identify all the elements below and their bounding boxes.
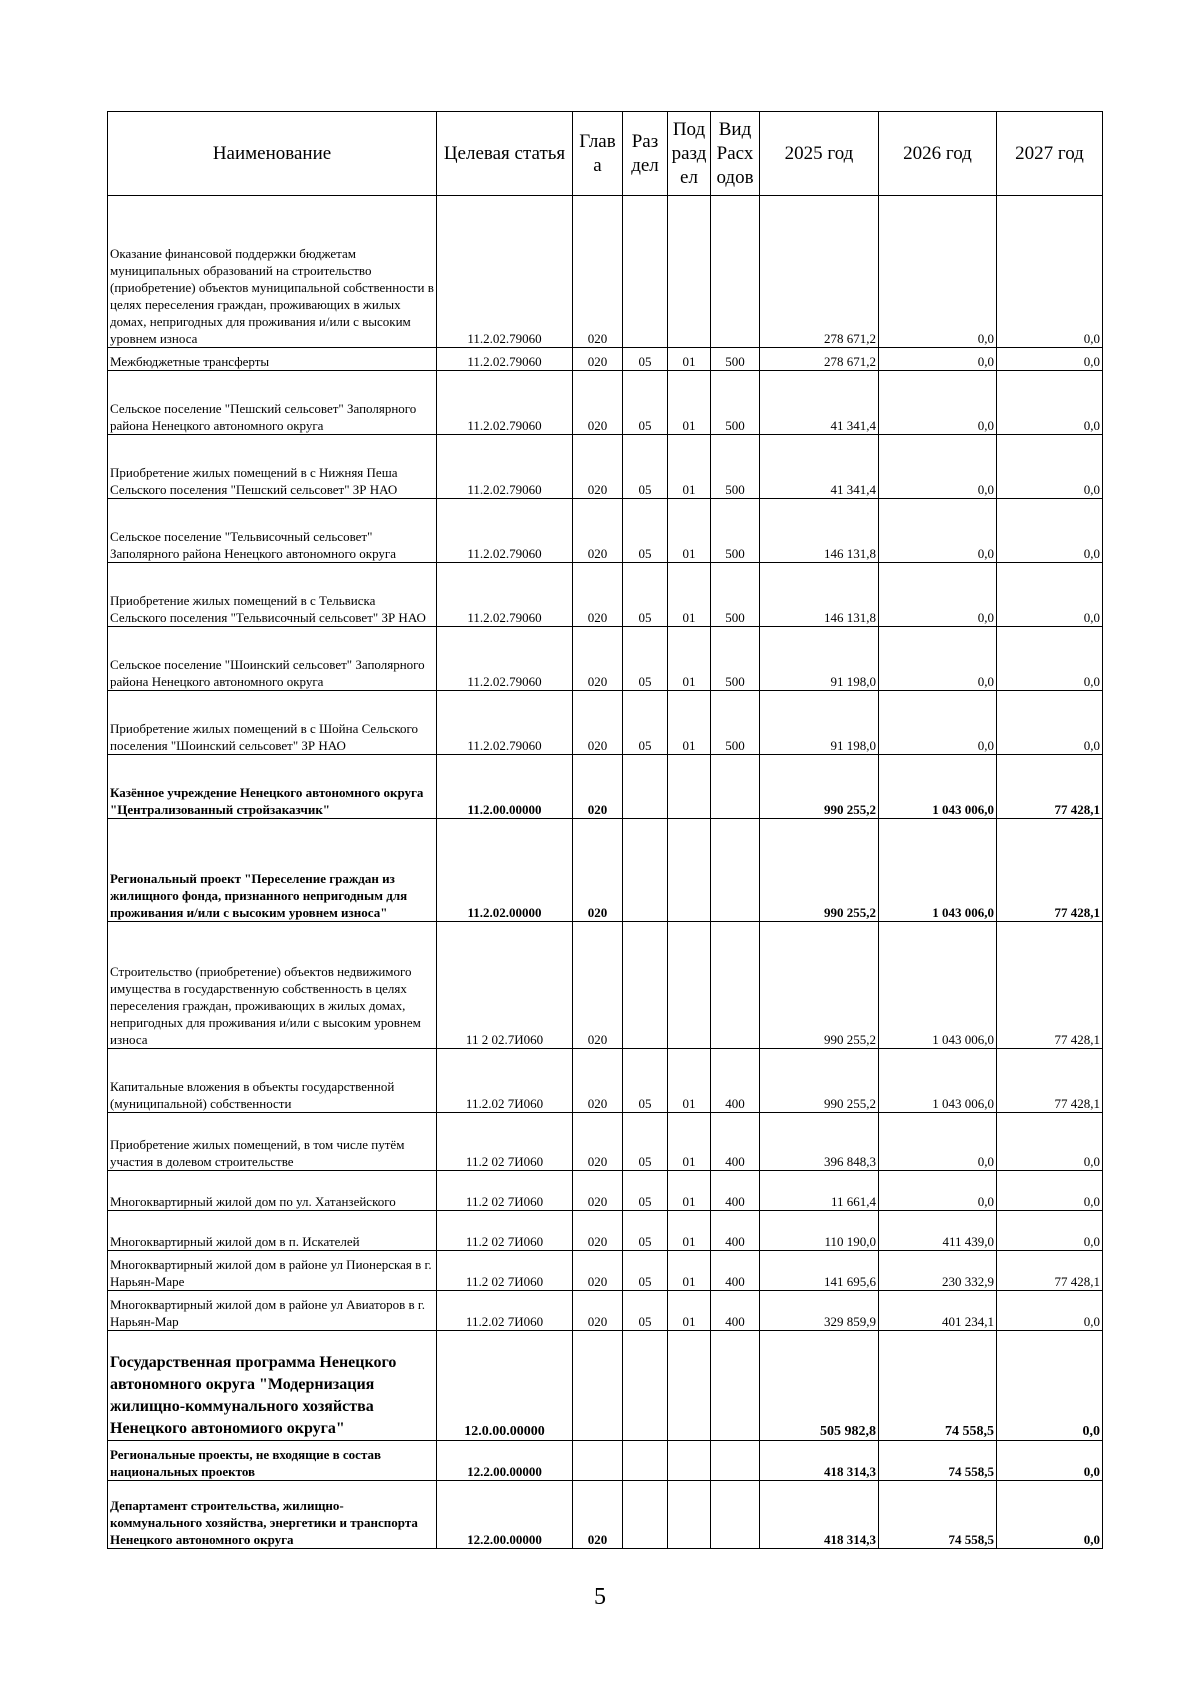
table-row (108, 1171, 1103, 1211)
cell-expense-type (711, 1331, 760, 1441)
cell-chapter: 020 (573, 1171, 623, 1211)
cell-name: Приобретение жилых помещений в с Нижняя Пеша Сельского поселения "Пешский сельсовет" ЗР НАО (108, 435, 437, 499)
header-section: Раз дел (623, 112, 668, 196)
cell-2025: 41 341,4 (760, 435, 879, 499)
cell-subsection (668, 196, 711, 348)
cell-subsection: 01 (668, 435, 711, 499)
cell-name: Региональные проекты, не входящие в состав национальных проектов (108, 1441, 437, 1481)
cell-article: 11.2.02.79060 (437, 348, 573, 371)
cell-section: 05 (623, 435, 668, 499)
table-row (108, 1211, 1103, 1251)
cell-name: Межбюджетные трансферты (108, 348, 437, 371)
cell-2026: 74 558,5 (879, 1441, 997, 1481)
cell-expense-type (711, 922, 760, 1049)
cell-2026: 0,0 (879, 691, 997, 755)
cell-article: 11 2 02.7И060 (437, 922, 573, 1049)
cell-article: 11.2 02 7И060 (437, 1171, 573, 1211)
cell-name: Строительство (приобретение) объектов недвижимого имущества в государственную собственность в целях переселения граждан, проживающих в жилых домах, непригодных для проживания и/или с высоким уровнем износа (108, 922, 437, 1049)
cell-2027: 0,0 (997, 1171, 1103, 1211)
table-row (108, 819, 1103, 922)
cell-name: Многоквартирный жилой дом в п. Искателей (108, 1211, 437, 1251)
cell-name: Приобретение жилых помещений в с Шойна Сельского поселения "Шоинский сельсовет" ЗР НАО (108, 691, 437, 755)
cell-2025: 505 982,8 (760, 1331, 879, 1441)
table-body (108, 196, 1103, 1549)
cell-expense-type: 400 (711, 1211, 760, 1251)
cell-article: 11.2.02.79060 (437, 499, 573, 563)
cell-article: 11.2.02 7И060 (437, 1291, 573, 1331)
cell-2025: 418 314,3 (760, 1481, 879, 1549)
cell-2027: 0,0 (997, 1211, 1103, 1251)
cell-expense-type (711, 755, 760, 819)
cell-expense-type: 500 (711, 627, 760, 691)
cell-2027: 77 428,1 (997, 1049, 1103, 1113)
cell-article: 11.2.02.79060 (437, 371, 573, 435)
table-row (108, 563, 1103, 627)
cell-subsection (668, 755, 711, 819)
cell-expense-type: 500 (711, 499, 760, 563)
cell-expense-type: 400 (711, 1049, 760, 1113)
cell-2026: 1 043 006,0 (879, 922, 997, 1049)
cell-article: 11.2.02.79060 (437, 196, 573, 348)
cell-expense-type: 500 (711, 371, 760, 435)
table-row (108, 627, 1103, 691)
cell-chapter: 020 (573, 1291, 623, 1331)
cell-chapter: 020 (573, 819, 623, 922)
header-chapter: Глав а (573, 112, 623, 196)
cell-name: Многоквартирный жилой дом по ул. Хатанзейского (108, 1171, 437, 1211)
table-row (108, 1049, 1103, 1113)
cell-2025: 141 695,6 (760, 1251, 879, 1291)
header-name: Наименование (108, 112, 437, 196)
cell-2027: 0,0 (997, 1331, 1103, 1441)
table-row (108, 1251, 1103, 1291)
cell-article: 11.2.02.00000 (437, 819, 573, 922)
cell-2025: 990 255,2 (760, 755, 879, 819)
cell-2026: 74 558,5 (879, 1331, 997, 1441)
cell-2025: 329 859,9 (760, 1291, 879, 1331)
cell-chapter: 020 (573, 563, 623, 627)
cell-2026: 0,0 (879, 348, 997, 371)
cell-2027: 77 428,1 (997, 755, 1103, 819)
cell-subsection: 01 (668, 563, 711, 627)
cell-article: 11.2.02.79060 (437, 691, 573, 755)
cell-expense-type: 500 (711, 435, 760, 499)
cell-2026: 411 439,0 (879, 1211, 997, 1251)
page-number: 5 (594, 1584, 606, 1610)
table-row (108, 435, 1103, 499)
cell-name: Многоквартирный жилой дом в районе ул Авиаторов в г. Нарьян-Мар (108, 1291, 437, 1331)
cell-section: 05 (623, 1049, 668, 1113)
cell-subsection: 01 (668, 1113, 711, 1171)
cell-section: 05 (623, 1291, 668, 1331)
cell-chapter: 020 (573, 499, 623, 563)
cell-section: 05 (623, 1113, 668, 1171)
cell-2027: 0,0 (997, 499, 1103, 563)
cell-2027: 0,0 (997, 1113, 1103, 1171)
cell-section: 05 (623, 371, 668, 435)
cell-section: 05 (623, 627, 668, 691)
cell-expense-type (711, 1481, 760, 1549)
cell-2027: 0,0 (997, 563, 1103, 627)
cell-2026: 1 043 006,0 (879, 1049, 997, 1113)
cell-2025: 110 190,0 (760, 1211, 879, 1251)
cell-2027: 0,0 (997, 1441, 1103, 1481)
cell-chapter: 020 (573, 691, 623, 755)
header-expense-type: Вид Расх одов (711, 112, 760, 196)
budget-table (107, 111, 1103, 1549)
cell-2027: 0,0 (997, 371, 1103, 435)
cell-2026: 230 332,9 (879, 1251, 997, 1291)
cell-2025: 990 255,2 (760, 922, 879, 1049)
cell-2027: 0,0 (997, 435, 1103, 499)
cell-expense-type: 400 (711, 1171, 760, 1211)
cell-article: 12.2.00.00000 (437, 1441, 573, 1481)
cell-2027: 0,0 (997, 348, 1103, 371)
header-2025: 2025 год (760, 112, 879, 196)
cell-2025: 990 255,2 (760, 819, 879, 922)
cell-expense-type: 400 (711, 1291, 760, 1331)
cell-2026: 0,0 (879, 499, 997, 563)
cell-2026: 1 043 006,0 (879, 755, 997, 819)
cell-subsection (668, 1331, 711, 1441)
cell-section: 05 (623, 499, 668, 563)
table-row (108, 1291, 1103, 1331)
header-2026: 2026 год (879, 112, 997, 196)
cell-2027: 0,0 (997, 691, 1103, 755)
cell-article: 11.2 02 7И060 (437, 1251, 573, 1291)
cell-2025: 278 671,2 (760, 196, 879, 348)
cell-article: 11.2.02.79060 (437, 563, 573, 627)
cell-2026: 0,0 (879, 563, 997, 627)
cell-name: Сельское поселение "Пешский сельсовет" Заполярного района Ненецкого автономного округа (108, 371, 437, 435)
cell-2026: 0,0 (879, 435, 997, 499)
cell-expense-type (711, 819, 760, 922)
header-subsection: Под разд ел (668, 112, 711, 196)
cell-section: 05 (623, 348, 668, 371)
cell-chapter: 020 (573, 627, 623, 691)
header-article: Целевая статья (437, 112, 573, 196)
cell-expense-type: 400 (711, 1251, 760, 1291)
cell-subsection: 01 (668, 371, 711, 435)
cell-subsection: 01 (668, 1291, 711, 1331)
cell-name: Оказание финансовой поддержки бюджетам муниципальных образований на строительство (приобретение) объектов муниципальной собственности в целях переселения граждан, проживающих в жилых домах, непригодных для проживания и/или с высоким уровнем износа (108, 196, 437, 348)
header-2027: 2027 год (997, 112, 1103, 196)
cell-2025: 91 198,0 (760, 691, 879, 755)
cell-article: 11.2.00.00000 (437, 755, 573, 819)
cell-2026: 1 043 006,0 (879, 819, 997, 922)
cell-chapter: 020 (573, 755, 623, 819)
cell-subsection: 01 (668, 1251, 711, 1291)
cell-name: Сельское поселение "Тельвисочный сельсовет" Заполярного района Ненецкого автономного округа (108, 499, 437, 563)
cell-subsection: 01 (668, 499, 711, 563)
cell-name: Сельское поселение "Шоинский сельсовет" Заполярного района Ненецкого автономного округа (108, 627, 437, 691)
cell-2027: 77 428,1 (997, 922, 1103, 1049)
cell-section (623, 755, 668, 819)
cell-2027: 0,0 (997, 196, 1103, 348)
cell-article: 11.2.02.79060 (437, 627, 573, 691)
header-row (108, 112, 1103, 196)
cell-subsection: 01 (668, 1049, 711, 1113)
cell-subsection: 01 (668, 691, 711, 755)
cell-2027: 0,0 (997, 1291, 1103, 1331)
cell-subsection (668, 1481, 711, 1549)
cell-name: Приобретение жилых помещений, в том числе путём участия в долевом строительстве (108, 1113, 437, 1171)
cell-2025: 278 671,2 (760, 348, 879, 371)
cell-2026: 0,0 (879, 1171, 997, 1211)
cell-2027: 77 428,1 (997, 1251, 1103, 1291)
cell-expense-type: 400 (711, 1113, 760, 1171)
cell-chapter: 020 (573, 922, 623, 1049)
cell-2025: 91 198,0 (760, 627, 879, 691)
cell-name: Капитальные вложения в объекты государственной (муниципальной) собственности (108, 1049, 437, 1113)
table-row (108, 691, 1103, 755)
table-row (108, 1113, 1103, 1171)
cell-name: Департамент строительства, жилищно-коммунального хозяйства, энергетики и транспорта Ненецкого автономного округа (108, 1481, 437, 1549)
cell-section (623, 922, 668, 1049)
cell-section (623, 1441, 668, 1481)
table-row (108, 499, 1103, 563)
cell-2025: 41 341,4 (760, 371, 879, 435)
cell-section: 05 (623, 1251, 668, 1291)
cell-section: 05 (623, 1211, 668, 1251)
cell-chapter: 020 (573, 1481, 623, 1549)
cell-2026: 0,0 (879, 196, 997, 348)
table-row (108, 196, 1103, 348)
table-row (108, 922, 1103, 1049)
cell-chapter: 020 (573, 1251, 623, 1291)
cell-chapter (573, 1441, 623, 1481)
cell-2026: 74 558,5 (879, 1481, 997, 1549)
cell-section (623, 819, 668, 922)
cell-article: 11.2 02 7И060 (437, 1113, 573, 1171)
cell-2026: 0,0 (879, 1113, 997, 1171)
cell-expense-type: 500 (711, 348, 760, 371)
cell-article: 12.0.00.00000 (437, 1331, 573, 1441)
cell-subsection (668, 1441, 711, 1481)
cell-name: Региональный проект "Переселение граждан из жилищного фонда, признанного непригодным для проживания и/или с высоким уровнем износа" (108, 819, 437, 922)
cell-chapter: 020 (573, 196, 623, 348)
table-row (108, 1441, 1103, 1481)
cell-section: 05 (623, 1171, 668, 1211)
cell-chapter: 020 (573, 348, 623, 371)
cell-article: 12.2.00.00000 (437, 1481, 573, 1549)
table-row (108, 371, 1103, 435)
cell-section (623, 1481, 668, 1549)
cell-section (623, 196, 668, 348)
cell-article: 11.2.02 7И060 (437, 1049, 573, 1113)
cell-chapter: 020 (573, 1113, 623, 1171)
cell-expense-type: 500 (711, 563, 760, 627)
table-row (108, 1481, 1103, 1549)
cell-chapter: 020 (573, 371, 623, 435)
cell-chapter: 020 (573, 1049, 623, 1113)
table-row (108, 755, 1103, 819)
cell-section: 05 (623, 691, 668, 755)
cell-expense-type (711, 1441, 760, 1481)
cell-2026: 401 234,1 (879, 1291, 997, 1331)
cell-subsection: 01 (668, 1211, 711, 1251)
cell-2025: 990 255,2 (760, 1049, 879, 1113)
cell-article: 11.2 02 7И060 (437, 1211, 573, 1251)
cell-chapter: 020 (573, 1211, 623, 1251)
cell-expense-type (711, 196, 760, 348)
cell-subsection: 01 (668, 627, 711, 691)
cell-subsection (668, 819, 711, 922)
cell-name: Многоквартирный жилой дом в районе ул Пионерская в г. Нарьян-Маре (108, 1251, 437, 1291)
cell-2026: 0,0 (879, 371, 997, 435)
cell-chapter: 020 (573, 435, 623, 499)
cell-subsection: 01 (668, 348, 711, 371)
cell-section: 05 (623, 563, 668, 627)
cell-name: Казённое учреждение Ненецкого автономного округа "Централизованный стройзаказчик" (108, 755, 437, 819)
cell-article: 11.2.02.79060 (437, 435, 573, 499)
cell-chapter (573, 1331, 623, 1441)
table-row (108, 348, 1103, 371)
cell-2027: 0,0 (997, 627, 1103, 691)
cell-2025: 396 848,3 (760, 1113, 879, 1171)
cell-expense-type: 500 (711, 691, 760, 755)
cell-2025: 11 661,4 (760, 1171, 879, 1211)
cell-2026: 0,0 (879, 627, 997, 691)
cell-name: Государственная программа Ненецкого автономного округа "Модернизация жилищно-коммунального хозяйства Ненецкого автономиого округа" (108, 1331, 437, 1441)
table-row (108, 1331, 1103, 1441)
cell-2027: 0,0 (997, 1481, 1103, 1549)
cell-2025: 146 131,8 (760, 563, 879, 627)
cell-2025: 146 131,8 (760, 499, 879, 563)
cell-subsection (668, 922, 711, 1049)
cell-section (623, 1331, 668, 1441)
cell-2025: 418 314,3 (760, 1441, 879, 1481)
cell-2027: 77 428,1 (997, 819, 1103, 922)
cell-subsection: 01 (668, 1171, 711, 1211)
cell-name: Приобретение жилых помещений в с Тельвиска Сельского поселения "Тельвисочный сельсовет" ЗР НАО (108, 563, 437, 627)
